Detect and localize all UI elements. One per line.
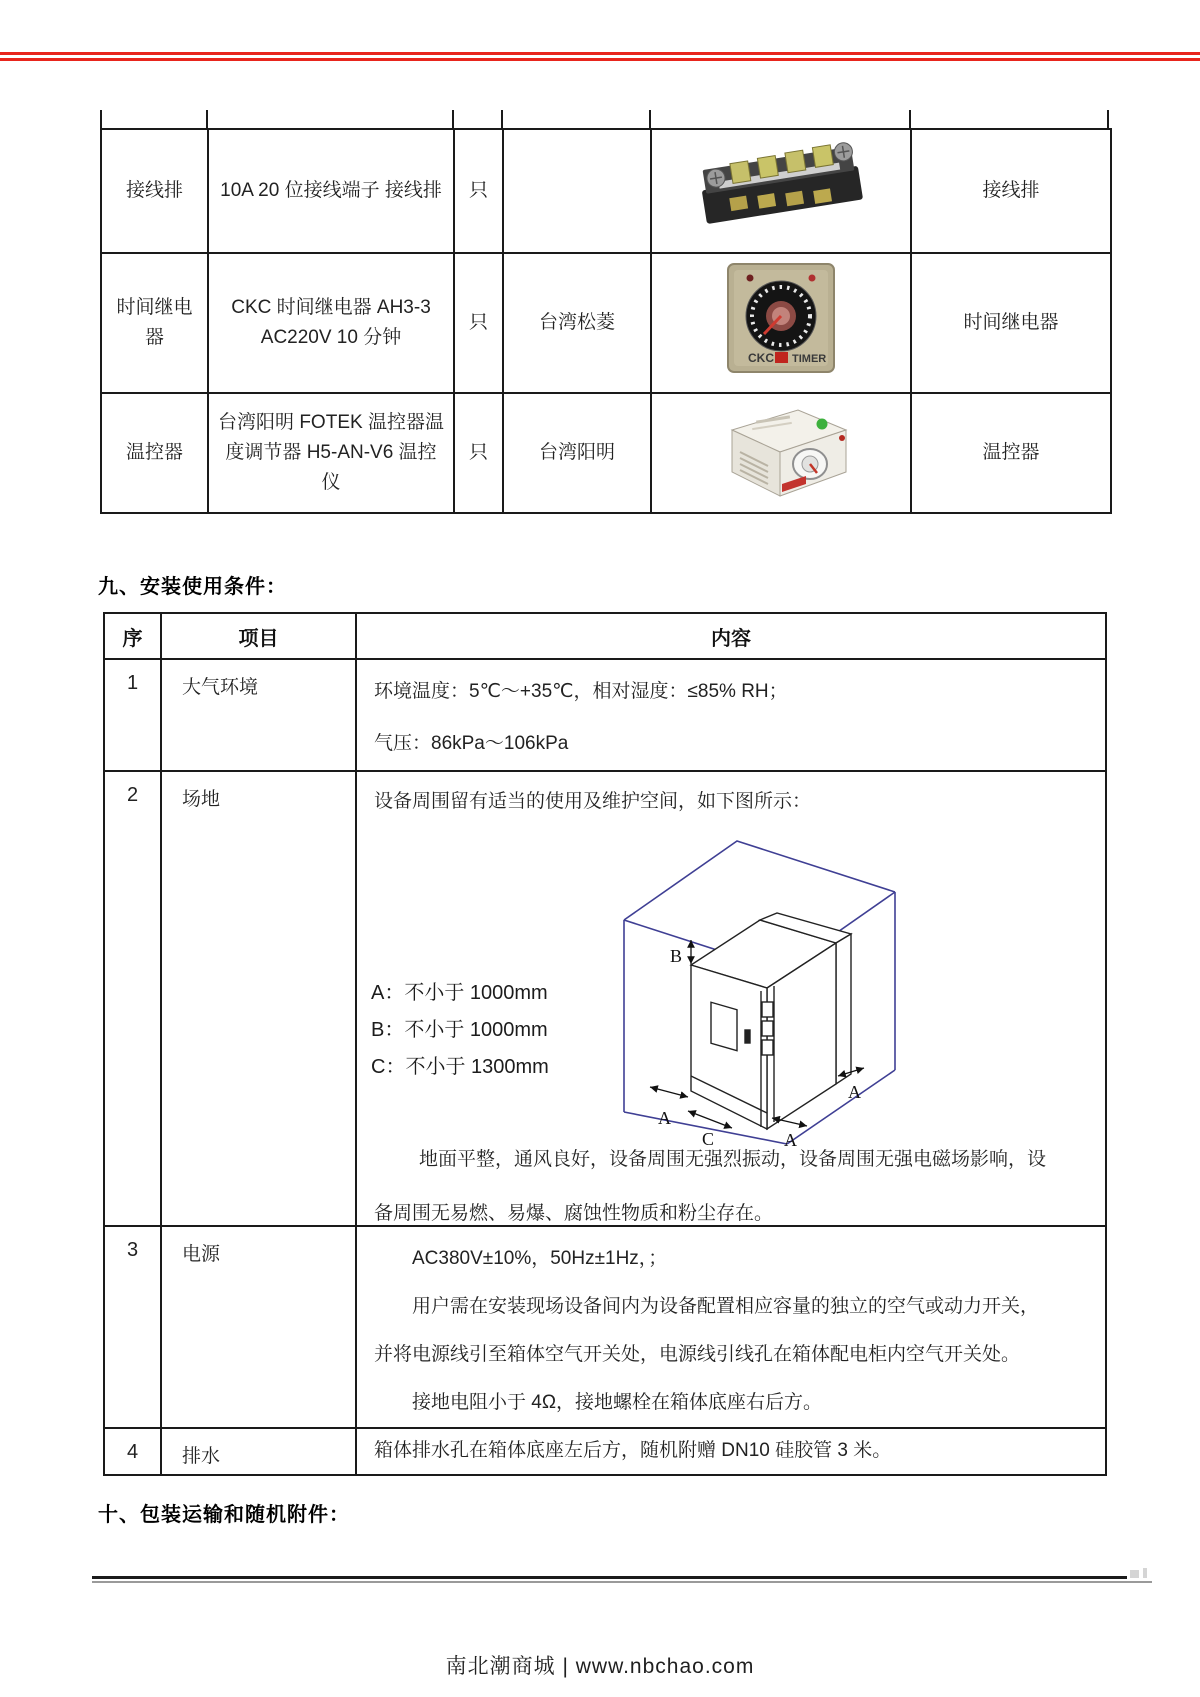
section9-heading: 九、安装使用条件： (98, 576, 287, 598)
row-item: 电源 (161, 1226, 356, 1428)
label-A-front: A (784, 1130, 797, 1148)
row-no: 3 (104, 1226, 161, 1428)
header-no: 序 (104, 613, 161, 659)
temp-controller-photo (706, 396, 856, 500)
cabinet-drawing (691, 913, 851, 1129)
header-item: 项目 (161, 613, 356, 659)
clearance-legend (371, 975, 549, 1086)
part-photo-cell (651, 393, 911, 513)
part-alias-cell: 时间继电器 (911, 253, 1111, 393)
table-cut-tick (100, 110, 102, 128)
legend-line-c: C：不小于 1300mm (371, 1056, 549, 1078)
content-line: 箱体排水孔在箱体底座左后方，随机附赠 DN10 硅胶管 3 米。 (374, 1440, 892, 1461)
row-item: 大气环境 (161, 659, 356, 771)
label-B: B (670, 946, 683, 966)
svg-text:CKC: CKC (748, 351, 774, 365)
part-photo-cell (651, 253, 911, 393)
row-content (356, 659, 1106, 771)
content-line: 气压：86kPa～106kPa (374, 733, 569, 754)
row-no: 2 (104, 771, 161, 1226)
label-C: C (702, 1129, 715, 1148)
row-content (356, 1226, 1106, 1428)
legend-line-b: B：不小于 1000mm (371, 1019, 548, 1041)
timer-relay-photo (726, 262, 836, 374)
site-paragraph-line2: 备周围无易燃、易爆、腐蚀性物质和粉尘存在。 (374, 1203, 774, 1224)
row-item: 排水 (161, 1428, 356, 1475)
part-unit-cell: 只 (454, 253, 503, 393)
legend-line-a: A：不小于 1000mm (371, 982, 548, 1004)
footer-rule-gray (92, 1581, 1152, 1583)
parts-row-timer-relay (101, 253, 1111, 393)
condition-row-atmosphere (104, 659, 1106, 771)
parts-row-temp-controller (101, 393, 1111, 513)
row-content (356, 1428, 1106, 1475)
parts-table (100, 128, 1112, 514)
label-A-right: A (848, 1082, 861, 1102)
part-unit-cell: 只 (454, 129, 503, 253)
content-line: 并将电源线引至箱体空气开关处，电源线引线孔在箱体配电柜内空气开关处。 (374, 1344, 1021, 1365)
part-photo-cell (651, 129, 911, 253)
row-no: 4 (104, 1428, 161, 1475)
part-spec-cell: 台湾阳明 FOTEK 温控器温度调节器 H5-AN-V6 温控仪 (208, 393, 454, 513)
part-name-cell: 温控器 (101, 393, 208, 513)
faint-page-mark (1130, 1570, 1139, 1578)
condition-row-power (104, 1226, 1106, 1428)
table-cut-tick (649, 110, 651, 128)
table-cut-tick (909, 110, 911, 128)
part-alias-cell: 温控器 (911, 393, 1111, 513)
part-name-cell: 接线排 (101, 129, 208, 253)
part-brand-cell: 台湾阳明 (503, 393, 651, 513)
footer-rule-dark (92, 1576, 1127, 1579)
part-brand-cell: 台湾松菱 (503, 253, 651, 393)
part-unit-cell: 只 (454, 393, 503, 513)
condition-row-site (104, 771, 1106, 1226)
site-intro-line: 设备周围留有适当的使用及维护空间，如下图所示： (374, 791, 812, 812)
content-line: 接地电阻小于 4Ω，接地螺栓在箱体底座右后方。 (412, 1392, 823, 1413)
part-alias-cell: 接线排 (911, 129, 1111, 253)
content-line: 环境温度：5℃～+35℃，相对湿度：≤85% RH； (374, 681, 788, 702)
site-paragraph-line1: 地面平整，通风良好，设备周围无强烈振动，设备周围无强电磁场影响，设 (419, 1149, 1047, 1170)
row-item: 场地 (161, 771, 356, 1226)
footer-brand: 南北潮商城 | www.nbchao.com (445, 1655, 755, 1678)
part-name-cell: 时间继电器 (101, 253, 208, 393)
table-cut-tick (452, 110, 454, 128)
top-red-rule-upper (0, 52, 1200, 55)
table-cut-tick (1107, 110, 1109, 128)
content-line: 用户需在安装现场设备间内为设备配置相应容量的独立的空气或动力开关， (412, 1296, 1040, 1317)
content-line: AC380V±10%，50Hz±1Hz，； (412, 1248, 668, 1269)
faint-page-mark (1143, 1568, 1147, 1578)
conditions-table (103, 612, 1107, 1476)
table-cut-tick (501, 110, 503, 128)
conditions-header-row (104, 613, 1106, 659)
terminal-block-photo (676, 138, 886, 234)
row-no: 1 (104, 659, 161, 771)
table-cut-tick (206, 110, 208, 128)
condition-row-drain (104, 1428, 1106, 1475)
header-content: 内容 (356, 613, 1106, 659)
section10-heading: 十、包装运输和随机附件： (98, 1504, 350, 1526)
clearance-diagram (602, 826, 922, 1148)
part-spec-cell: CKC 时间继电器 AH3-3 AC220V 10 分钟 (208, 253, 454, 393)
part-spec-cell: 10A 20 位接线端子 接线排 (208, 129, 454, 253)
parts-row-terminal-block (101, 129, 1111, 253)
svg-text:TIMER: TIMER (792, 353, 827, 365)
part-brand-cell (503, 129, 651, 253)
label-A-left: A (658, 1108, 671, 1128)
row-content (356, 771, 1106, 1226)
top-red-rule-lower (0, 58, 1200, 61)
